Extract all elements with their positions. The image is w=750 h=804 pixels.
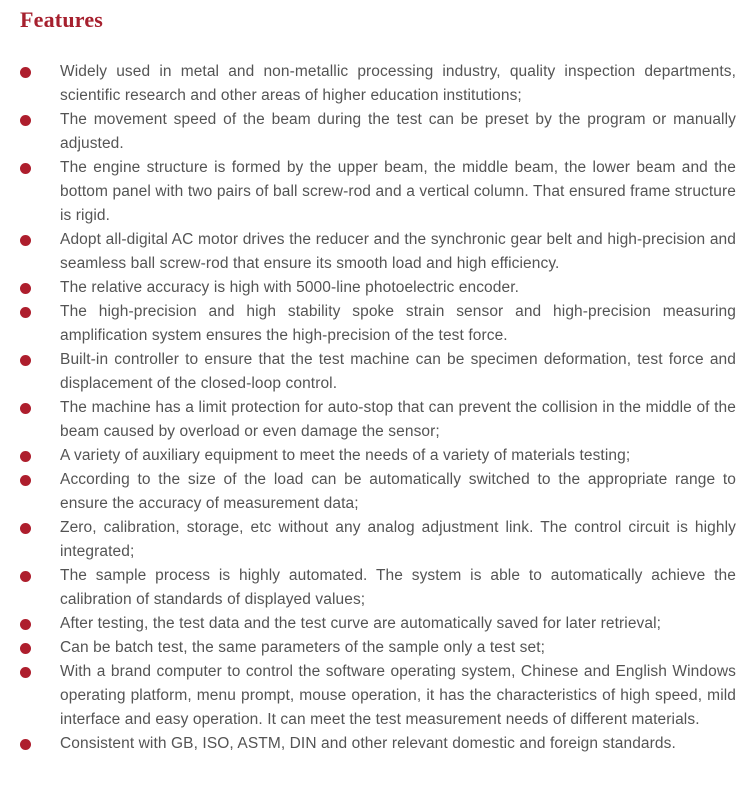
feature-item bbox=[0, 276, 750, 300]
feature-text: The engine structure is formed by the upper beam, the middle beam, the lower beam and the bottom panel with two pairs of ball screw-rod and a vertical column. That ensured frame structure is rigid. bbox=[60, 159, 736, 224]
feature-text: Adopt all-digital AC motor drives the reducer and the synchronic gear belt and high-precision and seamless ball screw-rod that ensure its smooth load and high efficiency. bbox=[60, 231, 736, 272]
feature-item bbox=[0, 300, 750, 348]
bullet-icon bbox=[20, 115, 31, 126]
bullet-icon bbox=[20, 739, 31, 750]
bullet-icon bbox=[20, 451, 31, 462]
feature-item bbox=[0, 660, 750, 732]
feature-text: The high-precision and high stability spoke strain sensor and high-precision measuring amplification system ensures the high-precision of the test force. bbox=[60, 303, 736, 344]
feature-item bbox=[0, 108, 750, 156]
feature-text: Widely used in metal and non-metallic processing industry, quality inspection departments, scientific research and other areas of higher education institutions; bbox=[60, 63, 736, 104]
feature-item bbox=[0, 516, 750, 564]
feature-text: The sample process is highly automated. The system is able to automatically achieve the calibration of standards of displayed values; bbox=[60, 567, 736, 608]
bullet-icon bbox=[20, 475, 31, 486]
feature-item bbox=[0, 564, 750, 612]
page-title: Features bbox=[20, 7, 104, 32]
feature-item bbox=[0, 348, 750, 396]
bullet-icon bbox=[20, 355, 31, 366]
feature-text: The movement speed of the beam during the test can be preset by the program or manually adjusted. bbox=[60, 111, 736, 152]
feature-text: Zero, calibration, storage, etc without any analog adjustment link. The control circuit is highly integrated; bbox=[60, 519, 736, 560]
bullet-icon bbox=[20, 571, 31, 582]
feature-item bbox=[0, 60, 750, 108]
feature-text: After testing, the test data and the test curve are automatically saved for later retrieval; bbox=[60, 615, 662, 632]
bullet-icon bbox=[20, 67, 31, 78]
feature-item bbox=[0, 732, 750, 756]
feature-text: A variety of auxiliary equipment to meet the needs of a variety of materials testing; bbox=[60, 447, 631, 464]
bullet-icon bbox=[20, 403, 31, 414]
feature-text: Can be batch test, the same parameters of the sample only a test set; bbox=[60, 639, 546, 656]
feature-list bbox=[0, 33, 750, 756]
feature-item bbox=[0, 396, 750, 444]
feature-item bbox=[0, 444, 750, 468]
bullet-icon bbox=[20, 643, 31, 654]
feature-text: The relative accuracy is high with 5000-line photoelectric encoder. bbox=[60, 279, 520, 296]
bullet-icon bbox=[20, 667, 31, 678]
feature-item bbox=[0, 636, 750, 660]
feature-item bbox=[0, 612, 750, 636]
bullet-icon bbox=[20, 307, 31, 318]
feature-item bbox=[0, 468, 750, 516]
bullet-icon bbox=[20, 163, 31, 174]
feature-text: The machine has a limit protection for auto-stop that can prevent the collision in the middle of the beam caused by overload or even damage the sensor; bbox=[60, 399, 736, 440]
feature-text: Built-in controller to ensure that the test machine can be specimen deformation, test force and displacement of the closed-loop control. bbox=[60, 351, 736, 392]
bullet-icon bbox=[20, 283, 31, 294]
feature-text: With a brand computer to control the software operating system, Chinese and English Windows operating platform, menu prompt, mouse operation, it has the characteristics of high speed, mild interface and easy operation. It can meet the test measurement needs of different materials. bbox=[60, 663, 736, 728]
bullet-icon bbox=[20, 523, 31, 534]
feature-text: Consistent with GB, ISO, ASTM, DIN and other relevant domestic and foreign standards. bbox=[60, 735, 676, 752]
bullet-icon bbox=[20, 235, 31, 246]
feature-item bbox=[0, 228, 750, 276]
feature-text: According to the size of the load can be automatically switched to the appropriate range to ensure the accuracy of measurement data; bbox=[60, 471, 736, 512]
feature-item bbox=[0, 156, 750, 228]
bullet-icon bbox=[20, 619, 31, 630]
